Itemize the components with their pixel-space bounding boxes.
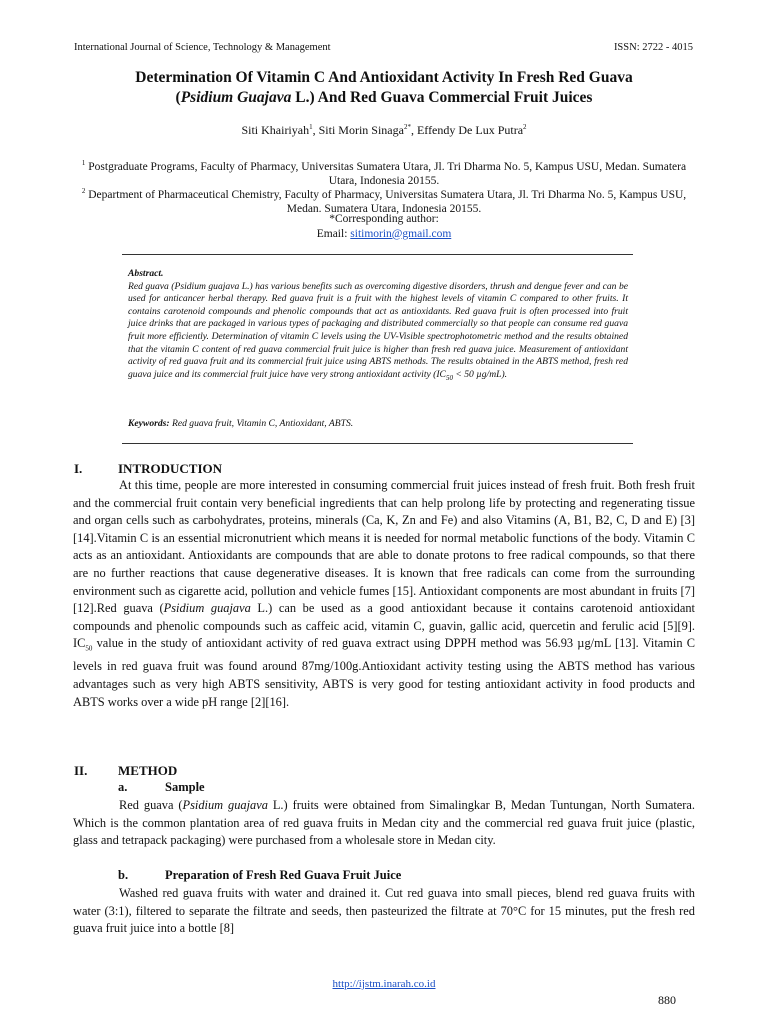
abstract-block: Abstract. Red guava (Psidium guajava L.) has various benefits such as overcoming digestive disorders, thrush and dengue fever and can be used for anticancer herbal therapy. Red guava fruit is a fruit with the highest levels of vitamin C compared to other fruits. It contains carotenoid compounds and phenolic compounds that act as antioxidants. Red guava fruit is often processed into fruit juice drinks that are packaged in various types of packaging and distributed commercially so that people can consume red guava fruit more efficiently. Determination of vitamin C levels using the UV-Visible spectrophotometric method and the results obtained that the vitamin C content of red guava commercial fruit juice is higher than fresh red guava juice. Measurement of antioxidant activity of red guava fruit and its commercial fruit juice using ABTS methods. The results obtained in the ABTS method, fresh red guava juice and its commercial fruit juice have very strong antioxidant activity ($IC_{50} < 50$ µg/mL).	[128, 268, 628, 382]
keywords-label: Keywords:	[128, 418, 170, 429]
corresponding-author: *Corresponding author: Email: sitimorin@gmail.com	[316, 213, 452, 240]
keywords: Keywords: Red guava fruit, Vitamin C, Antioxidant, ABTS.	[128, 418, 354, 429]
intro-paragraph: At this time, people are more interested in consuming commercial fruit juices instead of fresh fruit. Both fresh fruit and the commercial fruit contain very beneficial ingredients that can help prolong life by protecting and regenerating tissue and organ cells such as carbohydrates, proteins, minerals (Ca, K, Zn and Fe) and also Vitamins (A, B1, B2, C, D and E) [3][14].Vitamin C is an essential micronutrient which means it is needed for normal metabolic functions of the body. Vitamin C acts as an antioxidant. Antioxidants are compounds that are able to donate protons to free radical compounds, so that there are no further reactions that cause degenerative diseases. It is known that free radicals can come from the surrounding environment such as cigarette acid, pollution and vehicle fumes [15]. Antioxidant components are most abundant in fruits [7][12].Red guava (Psidium guajava L.) can be used as a good antioxidant because it contains carotenoid antioxidant compounds and phenolic compounds such as caffeic acid, vitamin C, guavin, gallic acid, quercetin and ferulic acid [5][9]. $IC_{50}$ value in the study of antioxidant activity of red guava extract using DPPH method was 56.93 µg/mL [13]. Vitamin C levels in red guava fruit was found around 87mg/100g.Antioxidant activity testing using the ABTS method has various advantages such as very high ABTS sensitivity, ABTS is very good for testing antioxidant activity in food products and ABTS works over a wide pH range [2][16].	[73, 478, 696, 709]
abstract-top-rule	[122, 254, 633, 255]
section-heading-introduction: I. INTRODUCTION	[74, 461, 223, 476]
title-line-1: Determination Of Vitamin C And Antioxidant Activity In Fresh Red Guava	[135, 69, 633, 86]
abstract-bottom-rule	[122, 443, 633, 444]
author-2: , Siti Morin Sinaga	[312, 123, 404, 137]
preparation-paragraph: Washed red guava fruits with water and drained it. Cut red guava into small pieces, blend red guava fruits with water (3:1), filtered to separate the filtrate and seeds, then pasteurized the filtrate at 70°C for 15 minutes, put the fresh red guava fruit juice into a bottle [8]	[73, 886, 695, 936]
journal-name: International Journal of Science, Technology & Management	[74, 42, 331, 53]
sample-paragraph: Red guava (Psidium guajava L.) fruits were obtained from Simalingkar B, Medan Tuntungan, North Sumatera. Which is the common plantation area of red guava fruits in Medan city and the commercial red guava fruit juice (plastic, glass and tetrapack packaging) were purchased from a wholesale store in Medan city.	[73, 798, 695, 848]
subsection-heading-preparation: b. Preparation of Fresh Red Guava Fruit Juice	[118, 868, 402, 882]
subsection-heading-sample: a. Sample	[118, 780, 205, 794]
abstract-text: Red guava (Psidium guajava L.) has various benefits such as overcoming digestive disorders, thrush and dengue fever and can be used for anticancer herbal therapy. Red guava fruit is a fruit with the highest levels of vitamin C compared to other fruits. It contains carotenoid compounds and phenolic compounds that act as antioxidants. Red guava fruit is often processed into fruit juice drinks that are packaged in various types of packaging and distributed commercially so that people can consume red guava fruit more efficiently. Determination of vitamin C levels using the UV-Visible spectrophotometric method and the results obtained that the vitamin C content of red guava commercial fruit juice is higher than fresh red guava juice. Measurement of antioxidant activity of red guava fruit and its commercial fruit juice using ABTS methods. The results obtained in the ABTS method, fresh red guava juice and its commercial fruit juice have very strong antioxidant activity (IC	[128, 280, 628, 380]
section-heading-method: II. METHOD	[74, 763, 178, 778]
paper-title: Determination Of Vitamin C And Antioxidant Activity In Fresh Red Guava (Psidium Guajava L.) And Red Guava Commercial Fruit Juices	[135, 69, 633, 106]
issn: ISSN: 2722 - 4015	[613, 42, 693, 53]
page-number: 880	[658, 993, 676, 1007]
journal-url-link[interactable]: http://ijstm.inarah.co.id	[332, 978, 436, 990]
author-3: , Effendy De Lux Putra	[410, 123, 524, 137]
affiliation-1: $^1$ Postgraduate Programs, Faculty of Pharmacy, Universitas Sumatera Utara, Jl. Tri Dharma No. 5, Kampus USU, Medan. Sumatera Utara, Indonesia 20155.	[81, 159, 687, 188]
abstract-label: Abstract.	[128, 268, 164, 279]
email-link[interactable]: sitimorin@gmail.com	[350, 227, 452, 240]
author-list: Siti Khairiyah$^1$, Siti Morin Sinaga$^{2*}$, Effendy De Lux Putra$^2$	[241, 123, 527, 137]
title-species: Psidium Guajava	[180, 89, 292, 106]
affiliation-2: $^2$ Department of Pharmaceutical Chemistry, Faculty of Pharmacy, Universitas Sumatera Utara, Jl. Tri Dharma No. 5, Kampus USU, Medan. Sumatera Utara, Indonesia 20155.	[81, 187, 687, 216]
author-1: Siti Khairiyah	[241, 123, 310, 137]
